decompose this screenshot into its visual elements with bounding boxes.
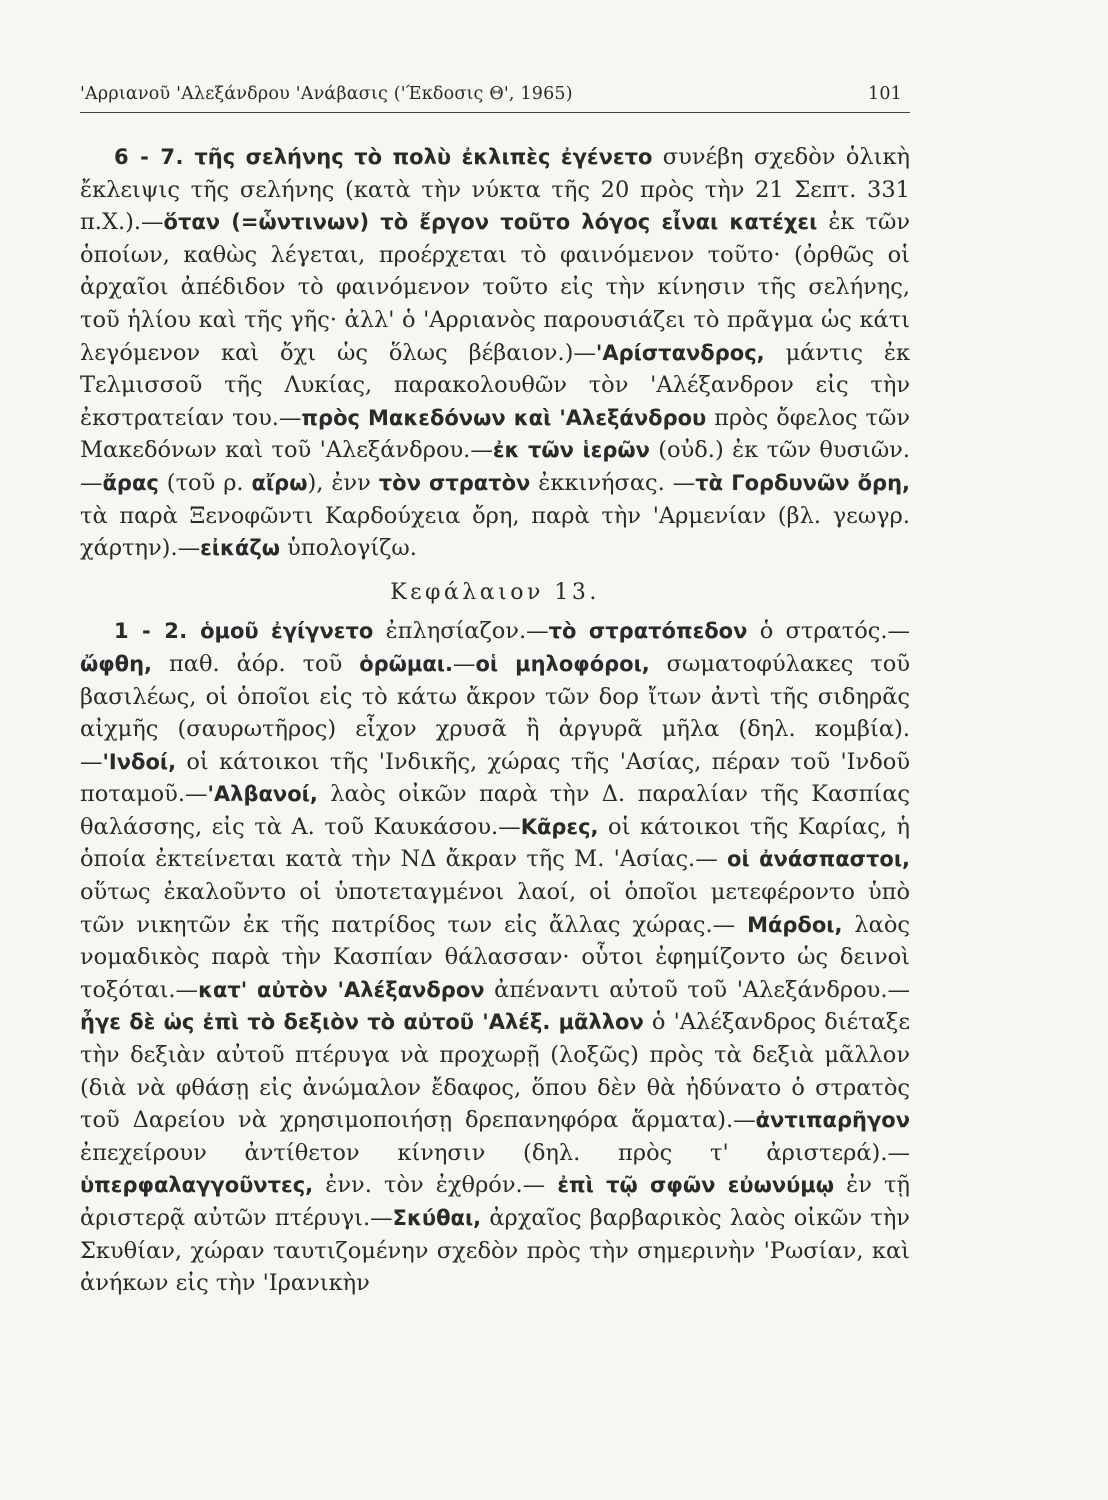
gloss: τὰ παρὰ Ξενοφῶντι Καρδούχεια ὄρη, παρὰ τὴν 'Αρμενίαν (βλ. γεωγρ. χάρτην).— (80, 502, 910, 562)
lemma: ὁμοῦ ἐγίγνετο (200, 619, 374, 644)
gloss: ἐπλησίαζον.— (373, 618, 549, 645)
gloss: — (452, 650, 476, 677)
lemma: Μάρδοι, (747, 912, 843, 937)
lemma: 'Αρίστανδρος, (595, 340, 765, 365)
gloss: ὑπολογίζω. (279, 535, 417, 562)
gloss: ἐν τῇ ἀριστερᾷ αὐτῶν πτέρυγι.— (80, 1172, 910, 1231)
lemma: ὤφθη, (80, 651, 153, 676)
lemma: 'Αλβανοί, (207, 782, 318, 807)
gloss: οἱ κάτοικοι τῆς 'Ινδικῆς, χώρας τῆς 'Ασίας, πέραν τοῦ 'Ινδοῦ ποταμοῦ.— (80, 748, 910, 808)
gloss: ὁ στρατός.— (747, 618, 910, 645)
text-run (188, 618, 200, 644)
chapter-heading: Κεφάλαιον 13. (390, 579, 600, 605)
commentary-text (80, 141, 910, 1300)
lemma: πρὸς Μακεδόνων καὶ 'Αλεξάνδρου (301, 405, 707, 430)
gloss: λαὸς οἰκῶν παρὰ τὴν Δ. παραλίαν τῆς Κασπίας θαλάσσης, εἰς τὰ Α. τοῦ Καυκάσου.— (80, 781, 910, 840)
lemma: ὑπερφαλαγγοῦντες, (80, 1173, 314, 1198)
gloss: ἐπεχείρουν ἀντίθετον κίνησιν (δηλ. πρὸς τ' ἀριστερά).— (80, 1139, 910, 1166)
running-header (80, 84, 910, 113)
lemma: τὸν στρατὸν (378, 470, 531, 495)
gloss: οἱ κάτοικοι τῆς Καρίας, ἡ ὁποία ἐκτείνεται κατὰ τὴν ΝΔ ἄκραν τῆς Μ. 'Ασίας.— (80, 813, 910, 873)
commentary-paragraph-6-7 (80, 141, 910, 565)
gloss: οὕτως ἐκαλοῦντο οἱ ὑποτεταγμένοι λαοί, οἱ ὁποῖοι μετεφέροντο ὑπὸ τῶν νικητῶν ἐκ τῆς πατρίδος των εἰς ἄλλας χώρας.— (80, 879, 910, 938)
book-page (80, 84, 910, 1300)
gloss: συνέβη σχεδὸν ὁλικὴ ἔκλειψις τῆς σελήνης (κατὰ τὴν νύκτα τῆς 20 πρὸς τὴν 21 Σεπτ. 331 π.Χ.).— (80, 144, 910, 236)
lemma: ἄρας (102, 470, 159, 495)
lemma: κατ' αὐτὸν 'Αλέξανδρον (198, 977, 485, 1002)
lemma: οἱ ἀνάσπαστοι, (727, 847, 910, 872)
lemma: ἦγε δὲ ὡς ἐπὶ τὸ δεξιὸν τὸ αὐτοῦ 'Αλέξ. μᾶλλον (80, 1010, 644, 1035)
text-run (184, 144, 194, 170)
running-title: 'Αρριανοῦ 'Αλεξάνδρου 'Ανάβασις ('Έκδοσις Θ', 1965) (80, 84, 573, 104)
gloss: ὁ 'Αλέξανδρος διέταξε τὴν δεξιὰν αὐτοῦ πτέρυγα νὰ προχωρῇ (λοξῶς) πρὸς τὰ δεξιὰ μᾶλλον (διὰ νὰ φθάσῃ εἰς ἀνώμαλον ἔδαφος, ὅπου δὲν θὰ ἠδύνατο ὁ στρατὸς τοῦ Δαρείου νὰ χρησιμοποιήσῃ δρεπανηφόρα ἅρματα).— (80, 1009, 910, 1134)
gloss: ἐκ τῶν ὁποίων, καθὼς λέγεται, προέρχεται τὸ φαινόμενον τοῦτο· (ὀρθῶς οἱ ἀρχαῖοι ἀπέδιδον τὸ φαινόμενον τοῦτο εἰς τὴν κίνησιν τῆς σελήνης, τοῦ ἡλίου καὶ τῆς γῆς· ἀλλ' ὁ 'Αρριανὸς παρουσιάζει τὸ πρᾶγμα ὡς κάτι λεγόμενον καὶ ὄχι ὡς ὅλως βέβαιον.)— (80, 209, 910, 366)
lemma: τὸ στρατόπεδον (548, 619, 748, 644)
lemma: οἱ μηλοφόροι, (475, 651, 650, 676)
lemma: ὅταν (=ὧντινων) τὸ ἔργον τοῦτο λόγος εἶναι κατέχει (163, 210, 818, 235)
section-number: 6 - 7. (114, 145, 184, 169)
gloss: σωματοφύλακες τοῦ βασιλέως, οἱ ὁποῖοι εἰς τὸ κάτω ἄκρον τῶν δορ ἴτων ἀντὶ τῆς σιδηρᾶς αἰχμῆς (σαυρωτῆρος) εἶχον χρυσᾶ ἢ ἀργυρᾶ μῆλα (δηλ. κομβία).— (80, 650, 911, 775)
lemma: τῆς σελήνης τὸ πολὺ ἐκλιπὲς ἐγένετο (194, 145, 653, 169)
page-number: 101 (867, 84, 902, 104)
gloss: ἀρχαῖος βαρβαρικὸς λαὸς οἰκῶν τὴν Σκυθίαν, χώραν ταυτιζομένην σχεδὸν πρὸς τὴν σημερινὴν 'Ρωσίαν, καὶ ἀνήκων εἰς τὴν 'Ιρανικὴν (80, 1205, 910, 1297)
gloss: ἐνν. τὸν ἐχθρόν.— (313, 1172, 558, 1199)
lemma: αἴρω (251, 470, 308, 495)
lemma: 'Ινδοί, (102, 749, 177, 774)
lemma: ἐπὶ τῷ σφῶν εὐωνύμῳ (557, 1173, 835, 1198)
gloss: (οὐδ.) ἐκ τῶν θυσιῶν.— (80, 437, 911, 496)
commentary-paragraph-1-2 (80, 615, 910, 1299)
section-number: 1 - 2. (114, 619, 188, 644)
lemma: ὁρῶμαι. (359, 651, 453, 676)
lemma: Σκύθαι, (392, 1206, 482, 1230)
lemma: Κᾶρες, (520, 814, 599, 839)
lemma: εἰκάζω (200, 536, 280, 561)
gloss: λαὸς νομαδικὸς παρὰ τὴν Κασπίαν θάλασσαν· οὗτοι ἐφημίζοντο ὡς δεινοὶ τοξόται.— (80, 911, 910, 1003)
gloss: παθ. ἀόρ. τοῦ (152, 650, 360, 677)
lemma: ἀντιπαρῆγον (755, 1108, 910, 1133)
gloss: ), ἐνν (307, 469, 379, 496)
gloss: (τοῦ ρ. (158, 469, 252, 496)
gloss: μάντις ἐκ Τελμισσοῦ τῆς Λυκίας, παρακολουθῶν τὸν 'Αλέξανδρον εἰς τὴν ἐκστρατείαν του.— (80, 339, 911, 431)
lemma: τὰ Γορδυνῶν ὄρη, (695, 470, 911, 495)
gloss: ἀπέναντι αὐτοῦ τοῦ 'Αλεξάνδρου.— (484, 976, 910, 1003)
gloss: πρὸς ὄφελος τῶν Μακεδόνων καὶ τοῦ 'Αλεξάνδρου.— (80, 404, 911, 464)
gloss: ἐκκινήσας. — (530, 469, 696, 496)
lemma: ἐκ τῶν ἱερῶν (492, 438, 650, 463)
